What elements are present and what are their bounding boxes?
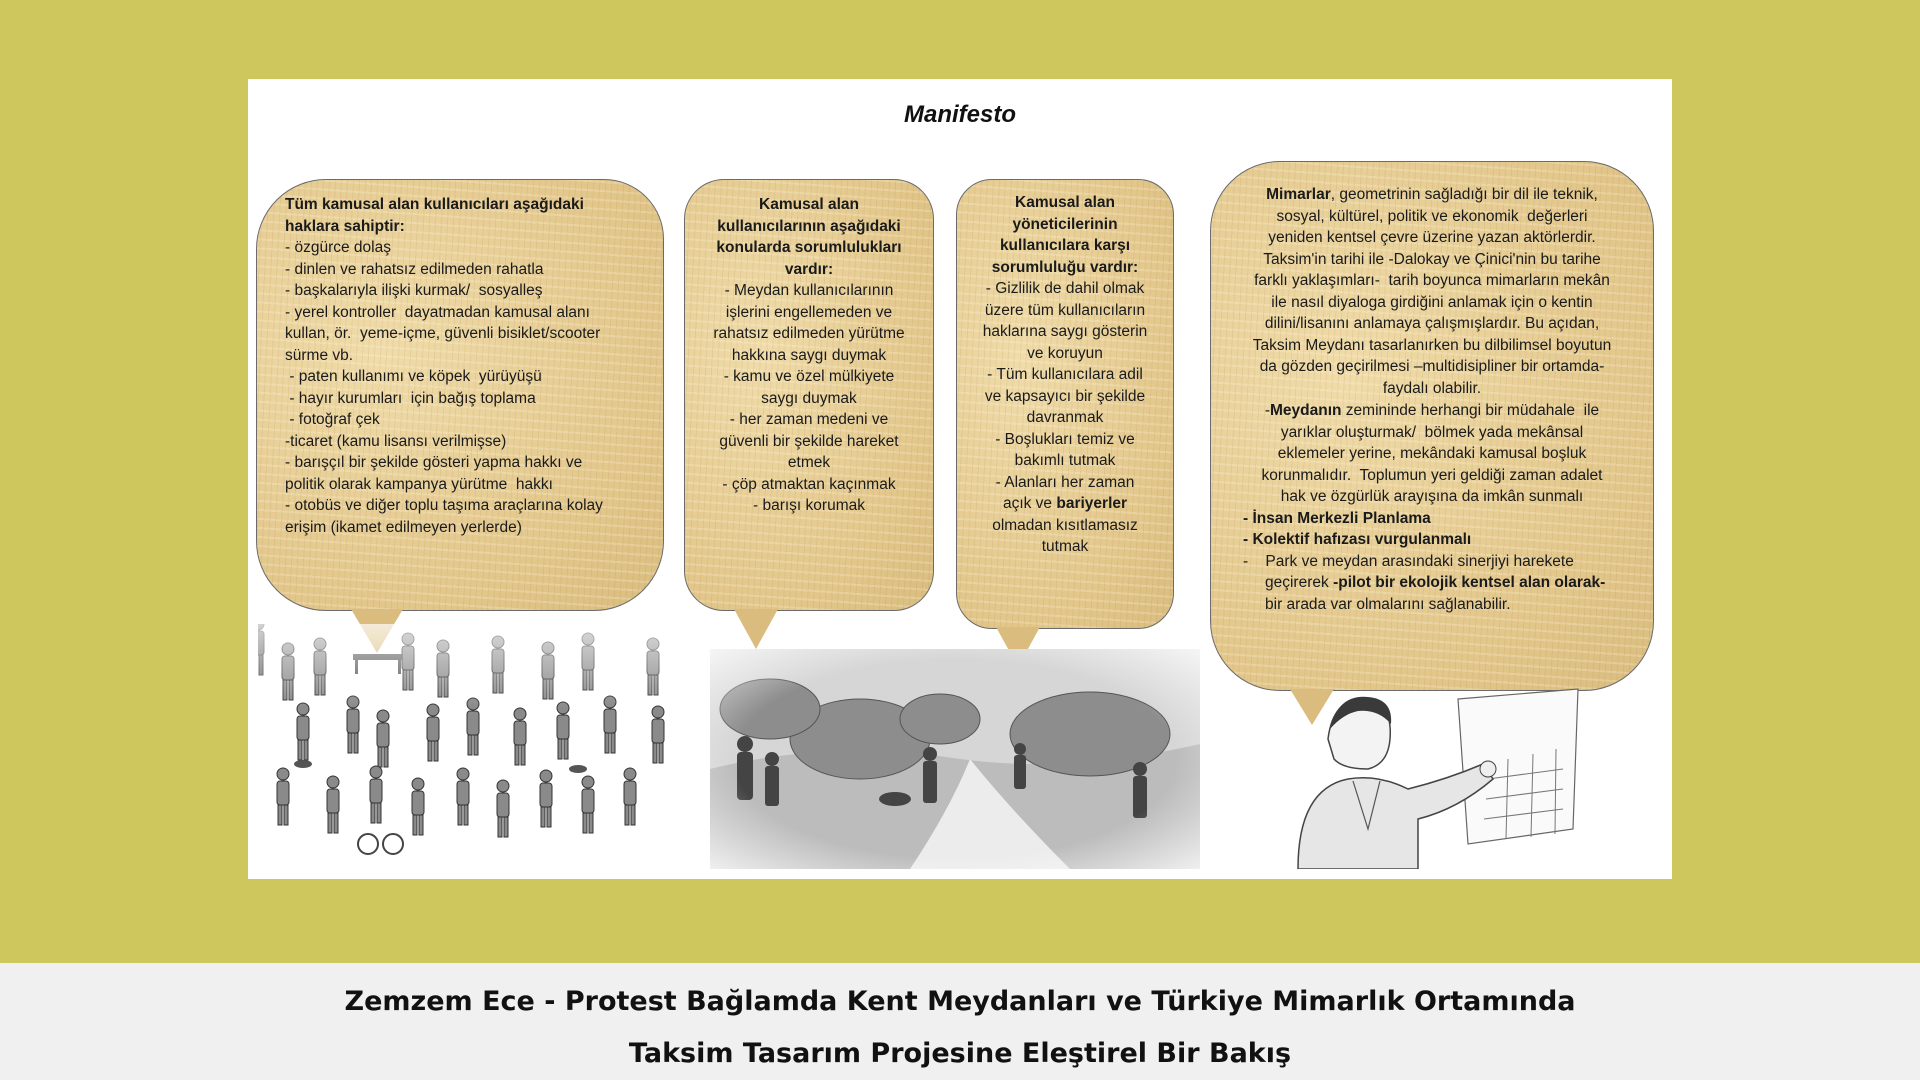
text-line: ile nasıl diyaloga girdiğini anlamak için o kentin: [1271, 293, 1593, 311]
resp-heading: kullanıcılara karşı: [999, 237, 1131, 254]
square-pre: -: [1264, 402, 1271, 419]
list-item: - çöp atmaktan kaçınmak: [722, 475, 896, 493]
square-paragraph: [1225, 400, 1639, 422]
square-rest: zemininde herhangi bir müdahale ile: [1341, 402, 1600, 419]
list-item: ve koruyun: [1027, 344, 1103, 362]
list-item: - Boşlukları temiz ve: [995, 430, 1135, 448]
human-centered-item: - İnsan Merkezli Planlama: [1243, 509, 1431, 527]
text-line: farklı yaklaşımları- tarih boyunca mimarların mekân: [1254, 272, 1610, 289]
text-line: hak ve özgürlük arayışına da imkân sunmalı: [1280, 488, 1584, 505]
pilot-bold: -pilot bir ekolojik kentsel alan olarak-: [1333, 574, 1606, 591]
text-line: - Park ve meydan arasındaki sinerjiyi harekete: [1243, 552, 1574, 570]
resp-heading: Kamusal alan: [1015, 194, 1115, 211]
list-item: - barışı korumak: [753, 497, 865, 514]
text-line: eklemeler yerine, mekândaki kamusal boşluk: [1277, 445, 1587, 462]
list-item: rahatsız edilmeden yürütme: [713, 325, 905, 342]
text-line: yarıklar oluşturmak/ bölmek yada mekânsal: [1280, 423, 1584, 441]
bubble-tail: [734, 609, 778, 649]
pilot-pre: geçirerek: [1265, 574, 1334, 591]
architects-bold: Mimarlar: [1266, 186, 1331, 203]
list-item: - Alanları her zaman: [995, 473, 1135, 491]
park-path-sketch-illustration: [710, 649, 1200, 869]
caption-line-1: Zemzem Ece - Protest Bağlamda Kent Meydanları ve Türkiye Mimarlık Ortamında: [344, 986, 1576, 1017]
list-item: - Gizlilik de dahil olmak: [985, 280, 1145, 297]
text-line: bir arada var olmalarını sağlanabilir.: [1265, 595, 1511, 613]
resp-heading: vardır:: [784, 260, 834, 278]
text-line: dilini/lisanını anlamaya çalışmışlardır. Bu açıdan,: [1264, 315, 1600, 332]
list-item: hakkına saygı duymak: [731, 346, 887, 364]
list-item: politik olarak kampanya yürütme hakkı: [285, 475, 553, 493]
text-line: faydalı olabilir.: [1382, 379, 1482, 397]
text-line: sosyal, kültürel, politik ve ekonomik değerleri: [1276, 207, 1588, 225]
list-item: - otobüs ve diğer toplu taşıma araçlarına kolay: [285, 497, 603, 514]
rights-heading-2: haklara sahiptir:: [285, 217, 405, 235]
list-item: üzere tüm kullanıcıların: [984, 301, 1146, 319]
list-item: - başkalarıyla ilişki kurmak/ sosyalleş: [285, 282, 543, 299]
list-item: - fotoğraf çek: [285, 411, 380, 428]
list-item: - her zaman medeni ve: [729, 411, 889, 428]
list-item: - özgürce dolaş: [285, 239, 391, 256]
footer-caption: [0, 963, 1920, 1080]
architects-bubble: [1210, 161, 1654, 691]
list-item: erişim (ikamet edilmeyen yerlerde): [285, 518, 522, 536]
list-item: [965, 493, 1165, 515]
text-line: korunmalıdır. Toplumun yeri geldiği zaman adalet: [1261, 466, 1603, 484]
collective-memory-item: - Kolektif hafızası vurgulanmalı: [1243, 531, 1472, 548]
list-item: - dinlen ve rahatsız edilmeden rahatla: [285, 260, 544, 278]
list-item: haklarına saygı gösterin: [982, 323, 1148, 340]
list-item: kullan, ör. yeme-içme, güvenli bisiklet/scooter: [285, 325, 601, 342]
resp-heading: sorumluluğu vardır:: [991, 258, 1139, 276]
list-item: güvenli bir şekilde hareket: [719, 432, 899, 450]
crowd-sketch-illustration: [258, 624, 688, 864]
list-item: - kamu ve özel mülkiyete: [723, 368, 895, 385]
resp-heading: Kamusal alan: [759, 196, 859, 213]
list-item: etmek: [787, 454, 831, 471]
text-line: Taksim Meydanı tasarlanırken bu dilbilimsel boyutun: [1252, 336, 1612, 354]
architects-paragraph: [1225, 184, 1639, 206]
rights-heading-1: Tüm kamusal alan kullanıcıları aşağıdaki: [285, 196, 584, 213]
text-line: Taksim'in tarihi ile -Dalokay ve Çinici'nin bu tarihe: [1263, 250, 1601, 268]
list-item: - Tüm kullanıcılara adil: [987, 366, 1143, 383]
resp-heading: konularda sorumlulukları: [716, 239, 902, 256]
list-item: ve kapsayıcı bir şekilde: [984, 387, 1146, 405]
list-item: bakımlı tutmak: [1014, 452, 1116, 469]
barriers-bold: bariyerler: [1056, 495, 1128, 512]
user-responsibilities-bubble: [684, 179, 934, 611]
architects-rest: , geometrinin sağladığı bir dil ile teknik,: [1330, 186, 1598, 203]
list-item: -ticaret (kamu lisansı verilmişse): [285, 432, 507, 450]
manager-responsibilities-bubble: [956, 179, 1174, 629]
architect-drawing-illustration: [1258, 669, 1618, 869]
text-line: [1225, 572, 1639, 594]
rights-bubble: [256, 179, 664, 611]
list-item: - hayır kurumları için bağış toplama: [285, 389, 536, 407]
list-item: - Meydan kullanıcılarının: [724, 282, 894, 299]
list-item: işlerini engellemeden ve: [725, 303, 893, 321]
text-line: yeniden kentsel çevre üzerine yazan aktörlerdir.: [1268, 229, 1596, 246]
resp-heading: yöneticilerinin: [1012, 215, 1118, 233]
list-item: sürme vb.: [285, 346, 354, 364]
list-item: - yerel kontroller dayatmadan kamusal alanı: [285, 303, 590, 321]
list-item: tutmak: [1041, 538, 1089, 555]
text-line: da gözden geçirilmesi –multidisipliner bir ortamda-: [1259, 358, 1605, 375]
list-item: - paten kullanımı ve köpek yürüyüşü: [285, 368, 542, 385]
barriers-pre: açık ve: [1002, 495, 1057, 512]
list-item: - barışçıl bir şekilde gösteri yapma hakkı ve: [285, 454, 583, 471]
caption-line-2: Taksim Tasarım Projesine Eleştirel Bir Bakış: [628, 1038, 1292, 1069]
list-item: saygı duymak: [761, 389, 857, 407]
slide: [248, 79, 1672, 879]
list-item: davranmak: [1026, 409, 1104, 426]
square-bold: Meydanın: [1270, 402, 1342, 419]
slide-title: Manifesto: [903, 101, 1016, 128]
list-item: olmadan kısıtlamasız: [992, 516, 1138, 534]
resp-heading: kullanıcılarının aşağıdaki: [717, 217, 901, 235]
